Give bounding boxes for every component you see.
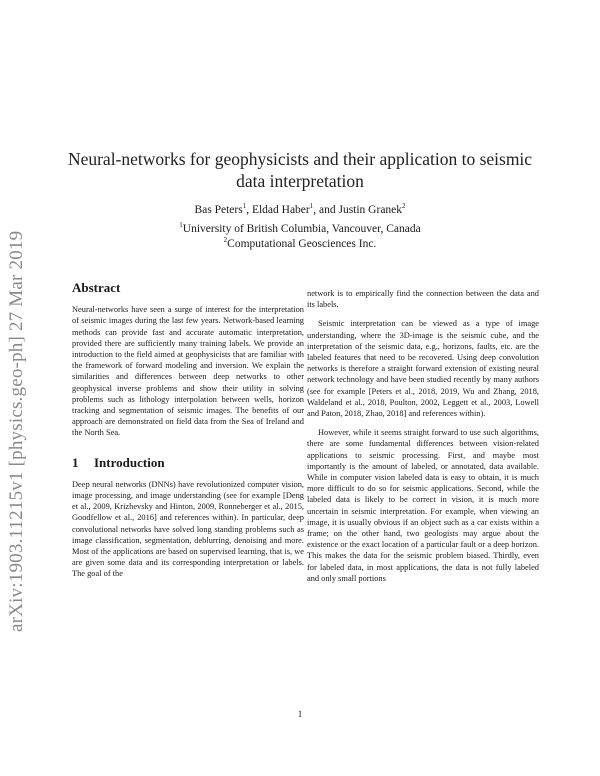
affiliation-2	[60, 237, 540, 252]
author-name: Justin Granek	[338, 204, 403, 216]
affil-mark: 1	[179, 221, 183, 229]
intro-paragraph-1-continued: network is to empirically find the connection between the data and its labels.	[307, 289, 539, 310]
left-column	[72, 282, 304, 580]
section-title: Introduction	[94, 454, 165, 470]
section-number: 1	[72, 454, 79, 470]
author-separator: ,	[246, 204, 252, 216]
right-column	[307, 288, 539, 584]
intro-paragraph-3: However, while it seems straight forward to use such algorithms, there are some fundamental differences between vision-related applications to seismic processing. First, and maybe most importantly is the amount of labeled, or annotated, data available. While in computer vision labeled data is easy to obtain, it is much more difficult to do so for seismic applications. Second, while the labeled data is likely to be correct in vision, it is much more uncertain in seismic interpretation. For example, when viewing an image, it is usually obvious if an object such as a car exists within a frame; on the other hand, two geologists may argue about the existence or the exact location of a particular fault or a deep horizon. This makes the data for the seismic problem biased. Thirdly, even for labeled data, in most applications, the data is not fully labeled and only small portions	[307, 428, 539, 583]
author-separator: , and	[313, 204, 339, 216]
paper-title	[60, 148, 540, 192]
affil-mark: 2	[223, 236, 228, 244]
author-name: Bas Peters	[194, 204, 243, 216]
author-list	[60, 204, 540, 216]
intro-paragraph-2: Seismic interpretation can be viewed as a type of image understanding, where the 3D-image is the seismic cube, and the interpretation of the seismic data, e.g., horizons, faults, etc. are the labeled features that need to be recovered. Using deep convolution networks is therefore a straight forward extension of existing neural network technology and have been studied recently by many authors (see for example [Peters et al., 2018, 2019, Wu and Zhang, 2018, Waldeland et al., 2018, Poulton, 2002, Leggett et al., 2003, Lowell and Paton, 2018, Zhao, 2018] and references within).	[307, 319, 539, 419]
author-affil-mark: 1	[242, 202, 247, 210]
abstract-heading: Abstract	[72, 280, 121, 295]
title-line-2: data interpretation	[236, 171, 364, 191]
title-line-1: Neural-networks for geophysicists and their application to seismic	[67, 149, 533, 169]
affiliation-1	[60, 222, 540, 237]
section-heading-introduction	[72, 454, 304, 470]
affil-text: Computational Geosciences Inc.	[227, 238, 377, 250]
intro-paragraph-1: Deep neural networks (DNNs) have revolutionized computer vision, image processing, and image understanding (see for example [Deng et al., 2009, Krizhevsky and Hinton, 2009, Ronneberger et al., 2015, Goodfellow et al., 2016] and references within). In particular, deep convolutional networks have solved long standing problems such as image classification, segmentation, deblurring, denoising and more. Most of the applications are based on supervised learning, that is, we are given some data and its corresponding interpretation or labels. The goal of the	[72, 479, 304, 579]
author-affil-mark: 2	[402, 202, 406, 210]
affil-text: University of British Columbia, Vancouver, Canada	[182, 223, 421, 235]
abstract-text: Neural-networks have seen a surge of interest for the interpretation of seismic images during the last few years. Network-based learning methods can provide fast and accurate automatic interpretation, provided there are sufficiently many training labels. We provide an introduction to the field aimed at geophysicists that are familiar with the framework of forward modeling and inversion. We explain the similarities and differences between deep networks to other geophysical inverse problems and show their utility in solving problems such as lithology interpolation between wells, horizon tracking and segmentation of seismic images. The benefits of our approach are demonstrated on field data from the Sea of Ireland and the North Sea.	[72, 305, 304, 438]
page-number: 1	[297, 709, 303, 719]
arxiv-identifier: arXiv:1903.11215v1 [physics.geo-ph] 27 Mar 2019	[6, 230, 27, 632]
affiliations	[60, 222, 540, 252]
author-affil-mark: 1	[309, 202, 314, 210]
author-name: Eldad Haber	[251, 204, 310, 216]
